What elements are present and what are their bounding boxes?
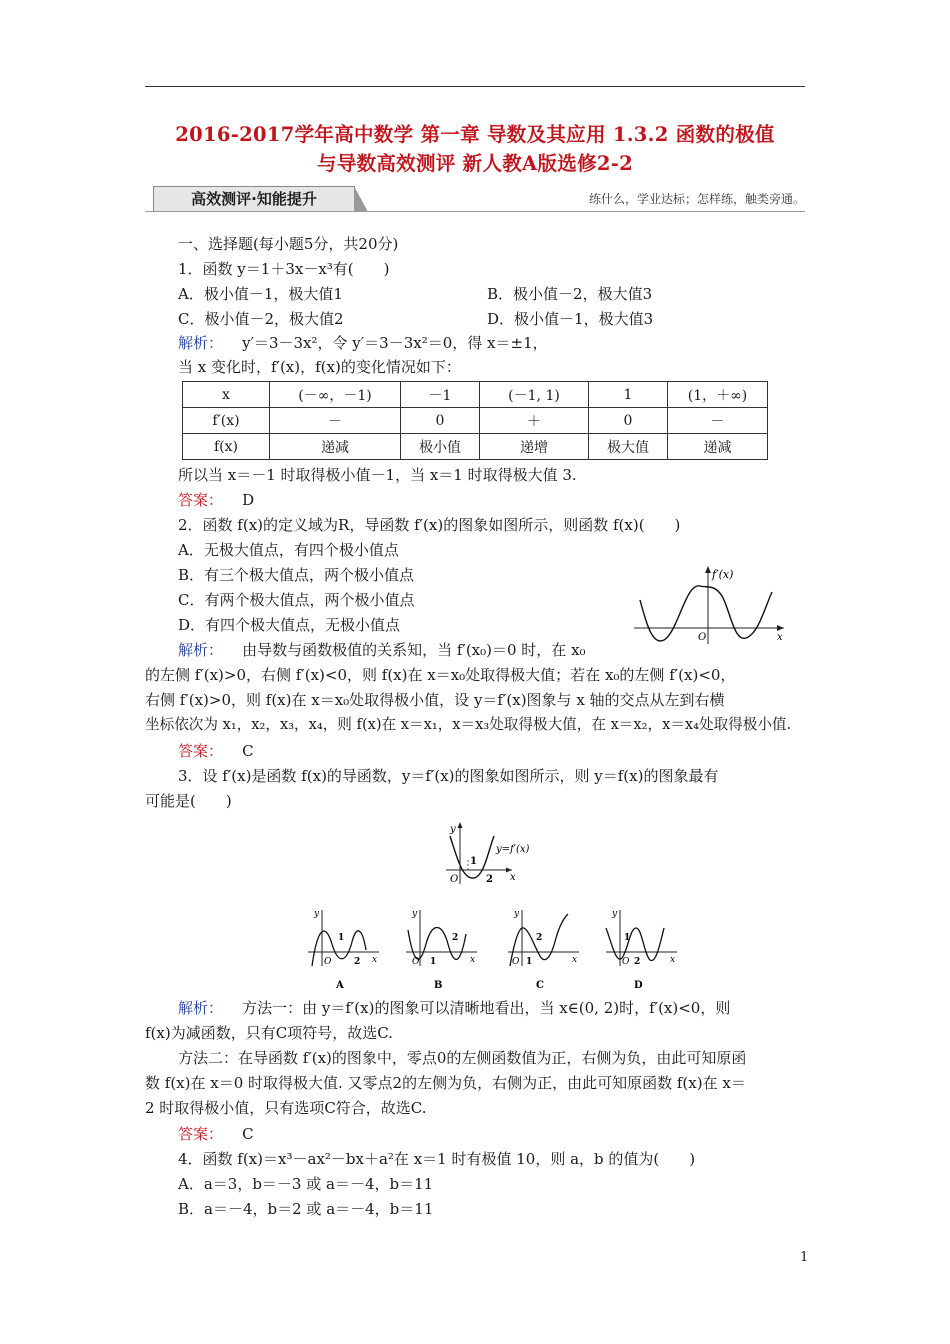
- table-cell: x: [183, 382, 270, 408]
- table-cell: f′(x): [183, 408, 270, 434]
- y-label: y: [314, 909, 320, 919]
- y-axis-arrow: [705, 566, 711, 573]
- origin-label: O: [324, 957, 332, 967]
- table-cell: －: [668, 408, 768, 434]
- q3-method2-c: 2 时取得极小值，只有选项C符合，故选C.: [145, 1099, 427, 1117]
- table-cell: 递减: [270, 434, 401, 460]
- title-line-1: 2016-2017学年高中数学 第一章 导数及其应用 1.3.2 函数的极值: [175, 123, 775, 146]
- q3-answer-value: C: [242, 1125, 254, 1143]
- q1-option-d: D．极小值－1，极大值3: [487, 310, 654, 328]
- tick-1: 1: [470, 856, 477, 867]
- y-label: y: [450, 824, 456, 835]
- option-d-graph[interactable]: [606, 909, 677, 991]
- origin-label: O: [412, 957, 420, 967]
- y-label: y: [514, 909, 520, 919]
- option-c-graph[interactable]: [508, 909, 579, 991]
- table-row: [183, 434, 768, 460]
- option-letter: C: [536, 980, 544, 991]
- q3-analysis-label: 解析：: [178, 999, 224, 1017]
- table-cell: 1: [589, 382, 668, 408]
- q3-option-figures: [304, 904, 694, 998]
- tick-1: 1: [526, 957, 533, 967]
- q2-analysis-3: 右侧 f′(x)>0，则 f(x)在 x＝x₀处取得极小值，设 y＝f′(x)图象与 x 轴的交点从左到右横: [145, 691, 725, 709]
- table-cell: (－1, 1): [480, 382, 589, 408]
- title-line-2: 与导数高效测评 新人教A版选修2-2: [316, 152, 634, 175]
- q2-answer-value: C: [242, 742, 254, 760]
- table-cell: (－∞，－1): [270, 382, 401, 408]
- q2-stem: 2．函数 f(x)的定义域为R，导函数 f′(x)的图象如图所示，则函数 f(x)( ): [178, 516, 681, 534]
- q1-option-b: B．极小值－2，极大值3: [487, 285, 653, 303]
- banner-line: [145, 211, 805, 212]
- q2-analysis-4: 坐标依次为 x₁，x₂，x₃，x₄，则 f(x)在 x＝x₁，x＝x₃处取得极大值，在 x＝x₂，x＝x₄处取得极小值.: [145, 716, 792, 733]
- q1-analysis-text: y′＝3－3x²，令 y′＝3－3x²＝0，得 x＝±1，: [242, 334, 548, 352]
- x-label: x: [777, 632, 783, 643]
- top-rule: [145, 86, 805, 87]
- q2-derivative-figure: [634, 562, 789, 651]
- origin-label: O: [512, 957, 520, 967]
- table-row: [183, 382, 768, 408]
- q2-analysis-label: 解析：: [178, 641, 224, 659]
- q2-option-b: B．有三个极大值点，两个极小值点: [178, 566, 415, 584]
- q3-method2-a: 方法二：在导函数 f′(x)的图象中，零点0的左侧函数值为正，右侧为负，由此可知原函: [178, 1049, 747, 1067]
- tick-1: 1: [624, 933, 631, 943]
- option-letter: D: [634, 980, 643, 991]
- q1-answer: [178, 490, 254, 510]
- origin-label: O: [698, 632, 707, 643]
- q1-option-a: A．极小值－1，极大值1: [178, 285, 343, 303]
- banner-tab: 高效测评·知能提升: [153, 186, 355, 212]
- variation-table: [182, 381, 768, 460]
- section-banner: [145, 186, 805, 212]
- section-heading: 一、选择题(每小题5分，共20分): [178, 235, 399, 253]
- x-label: x: [572, 955, 578, 965]
- table-cell: －: [270, 408, 401, 434]
- option-letter: B: [434, 980, 443, 991]
- y-label: y: [412, 909, 418, 919]
- x-label: x: [470, 955, 476, 965]
- table-cell: －1: [401, 382, 480, 408]
- q2-analysis-text: 由导数与函数极值的关系知，当 f′(x₀)＝0 时，在 x₀: [242, 641, 586, 659]
- table-cell: 递增: [480, 434, 589, 460]
- q3-options-svg: [304, 904, 694, 994]
- option-letter: A: [336, 980, 344, 991]
- x-label: x: [670, 955, 676, 965]
- origin-label: O: [450, 874, 459, 885]
- q2-analysis-1: [178, 640, 586, 660]
- q4-option-a: A．a＝3，b＝－3 或 a＝－4，b＝11: [178, 1175, 434, 1193]
- q3-method2-b: 数 f(x)在 x＝0 时取得极大值. 又零点2的左侧为负，右侧为正，由此可知原函数 f(x)在 x＝: [145, 1074, 746, 1092]
- table-cell: ＋: [480, 408, 589, 434]
- option-b-graph[interactable]: [406, 909, 477, 991]
- q1-stem: 1．函数 y＝1＋3x－x³有( ): [178, 260, 390, 278]
- option-a-graph[interactable]: [308, 909, 379, 991]
- q3-stem-2: 可能是( ): [145, 792, 232, 810]
- q3-answer-label: 答案：: [178, 1125, 224, 1143]
- tick-2: 2: [354, 957, 361, 967]
- q3-method1-b: f(x)为减函数，只有C项符号，故选C.: [145, 1024, 393, 1042]
- q2-analysis-2: 的左侧 f′(x)>0，右侧 f′(x)<0，则 f(x)在 x＝x₀处取得极大值；若在 x₀的左侧 f′(x)<0，: [145, 666, 736, 684]
- q1-analysis-2: 当 x 变化时，f′(x)，f(x)的变化情况如下：: [178, 358, 461, 376]
- table-cell: 0: [589, 408, 668, 434]
- page-number: 1: [800, 1250, 809, 1265]
- q2-figure-svg: [634, 562, 789, 647]
- table-cell: 递减: [668, 434, 768, 460]
- q2-option-a: A．无极大值点，有四个极小值点: [178, 541, 399, 559]
- option-d-curve: [606, 928, 664, 961]
- q3-stem-1: 3．设 f′(x)是函数 f(x)的导函数，y＝f′(x)的图象如图所示，则 y＝f(x)的图象最有: [178, 767, 719, 785]
- banner-motto: 练什么，学业达标；怎样练，触类旁通。: [588, 192, 805, 206]
- origin-label: O: [622, 957, 630, 967]
- q1-conclusion: 所以当 x＝－1 时取得极小值－1，当 x＝1 时取得极大值 3.: [178, 466, 577, 484]
- q2-option-c: C．有两个极大值点，两个极小值点: [178, 591, 415, 609]
- q2-answer-label: 答案：: [178, 742, 224, 760]
- table-cell: f(x): [183, 434, 270, 460]
- table-cell: 极大值: [589, 434, 668, 460]
- tick-1: 1: [338, 933, 345, 943]
- q3-main-svg: [442, 818, 552, 888]
- q3-answer: [178, 1124, 254, 1144]
- q1-answer-label: 答案：: [178, 491, 224, 509]
- y-axis-arrow: [458, 822, 463, 828]
- q3-method1-text: 方法一：由 y＝f′(x)的图象可以清晰地看出，当 x∈(0, 2)时，f′(x)<0，则: [242, 999, 731, 1017]
- q1-analysis: [178, 333, 548, 353]
- x-label: x: [372, 955, 378, 965]
- tick-2: 2: [634, 957, 641, 967]
- table-cell: 0: [401, 408, 480, 434]
- table-cell: 极小值: [401, 434, 480, 460]
- q1-analysis-label: 解析：: [178, 334, 224, 352]
- x-label: x: [510, 872, 516, 883]
- x-axis-arrow: [777, 625, 784, 631]
- tick-2: 2: [452, 933, 459, 943]
- q1-answer-value: D: [242, 491, 255, 509]
- tick-1: 1: [430, 957, 437, 967]
- tick-2: 2: [536, 933, 543, 943]
- fig-label: f′(x): [712, 568, 734, 581]
- q2-option-d: D．有四个极大值点，无极小值点: [178, 616, 401, 634]
- table-cell: (1，＋∞): [668, 382, 768, 408]
- q4-stem: 4．函数 f(x)＝x³－ax²－bx＋a²在 x＝1 时有极值 10，则 a，b 的值为( ): [178, 1150, 696, 1168]
- table-row: [183, 408, 768, 434]
- tick-2: 2: [486, 874, 493, 885]
- q2-answer: [178, 741, 254, 761]
- q3-analysis-1: [178, 998, 730, 1018]
- document-title: [125, 120, 825, 178]
- q3-main-figure: [442, 818, 552, 892]
- curve-label: y=f′(x): [496, 844, 530, 855]
- y-label: y: [612, 909, 618, 919]
- q1-option-c: C．极小值－2，极大值2: [178, 310, 344, 328]
- q4-option-b: B．a＝－4，b＝2 或 a＝－4，b＝11: [178, 1200, 434, 1218]
